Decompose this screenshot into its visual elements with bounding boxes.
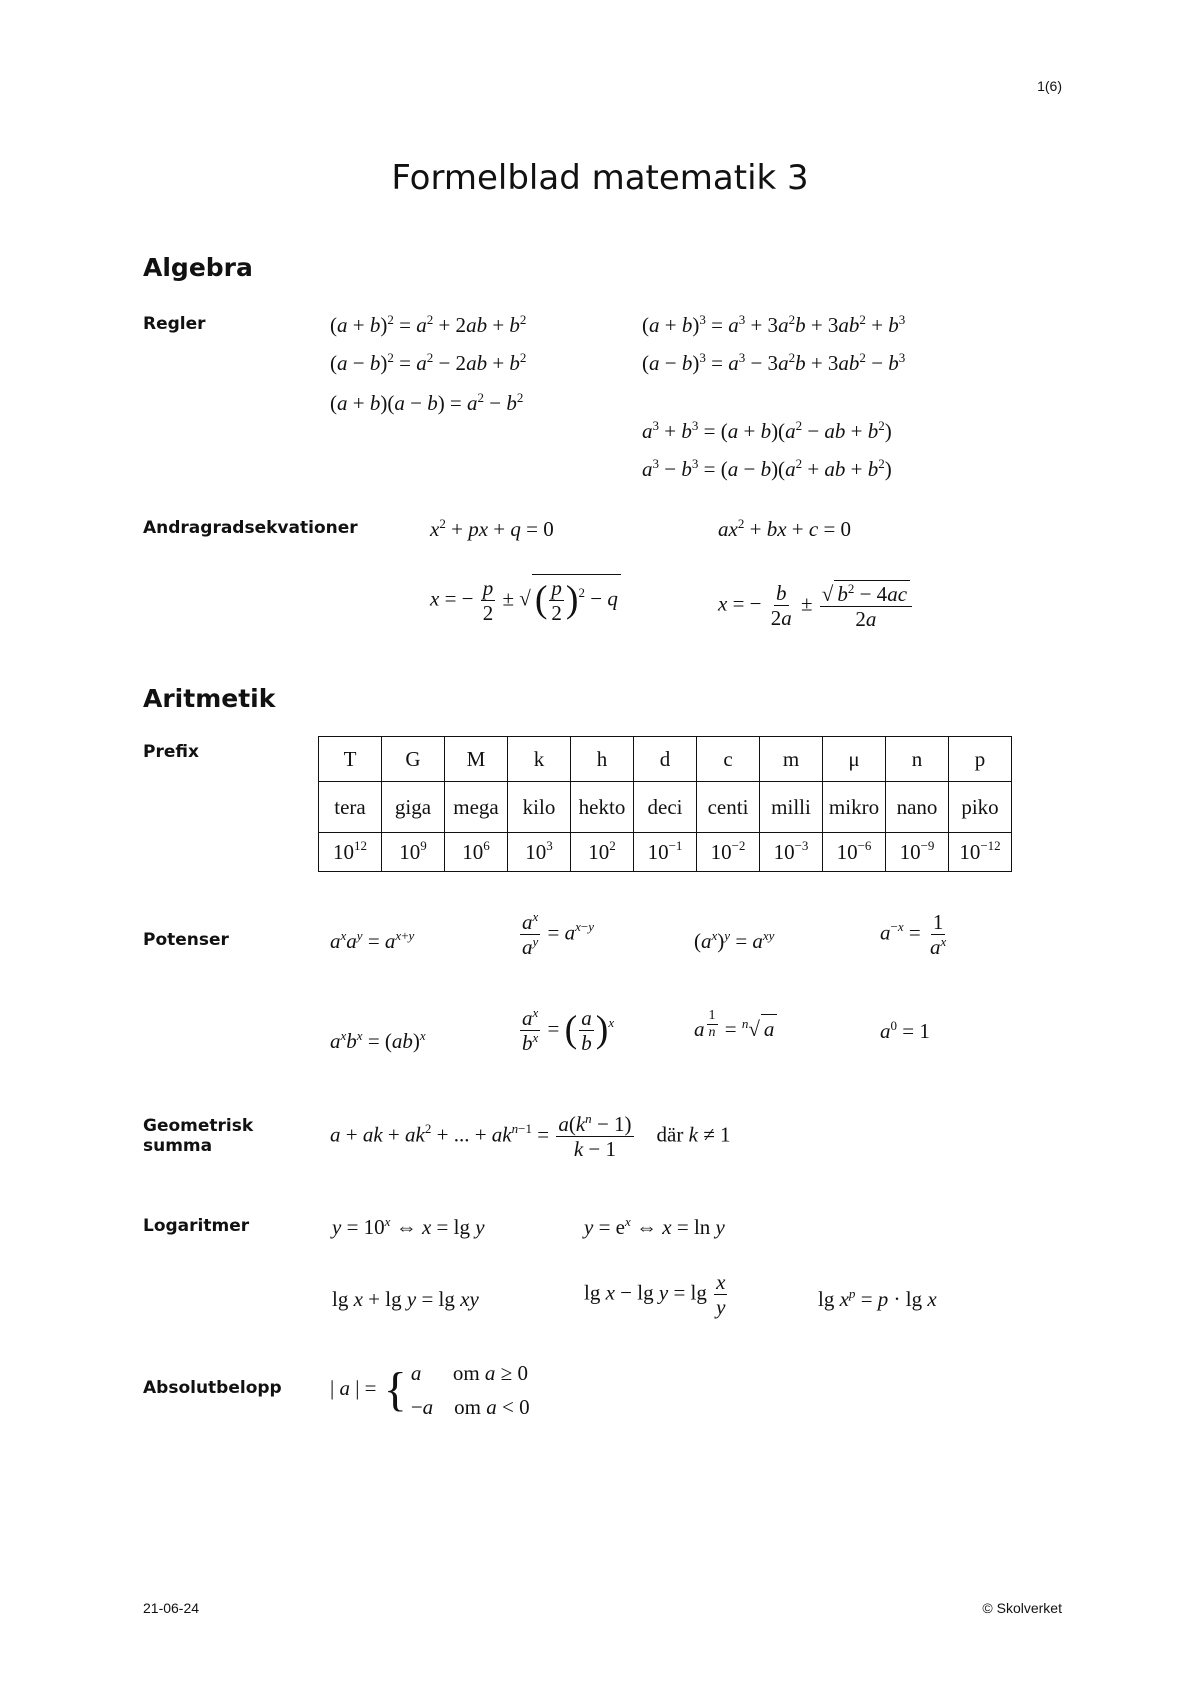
prefix-name: deci (634, 782, 697, 833)
regler-label: Regler (143, 314, 206, 334)
andragrad-label: Andragradsekvationer (143, 518, 358, 538)
page-title: Formelblad matematik 3 (391, 158, 809, 198)
prefix-symbol: μ (823, 737, 886, 782)
prefix-power: $10^{-12}$ (949, 833, 1012, 872)
algebra-heading: Algebra (143, 253, 253, 282)
prefix-symbol: G (382, 737, 445, 782)
square-of-sum: $(a + b)^2 = a^2 + 2ab + b^2$ (330, 311, 527, 337)
prefix-power: $10^9$ (382, 833, 445, 872)
potenser-label: Potenser (143, 930, 229, 950)
prefix-symbol: d (634, 737, 697, 782)
geometric-sum-formula: a + ak + $ak^2$ + ... + $ak^{n-1}$ = $\frac{a(k^n - 1)}{k - 1}$ där k ≠ 1 (330, 1110, 731, 1162)
ln-definition: $y = e^x$ ⇔ x = ln y (584, 1213, 725, 1239)
prefix-name: piko (949, 782, 1012, 833)
prefix-symbol: p (949, 737, 1012, 782)
prefix-name: kilo (508, 782, 571, 833)
absolute-value-definition: | a | = { a om a ≥ 0 −a om a < 0 (330, 1361, 530, 1419)
page-number: 1(6) (1037, 78, 1062, 94)
prefix-symbol-row (319, 737, 1012, 782)
prefix-name: tera (319, 782, 382, 833)
lg-power-rule: $\lg x^p = p \cdot \lg x$ (818, 1285, 937, 1311)
difference-of-cubes: $a^3 - b^3 = (a - b)(a^2$ + ab + $b^2$) (642, 455, 892, 481)
aritmetik-heading: Aritmetik (143, 684, 276, 713)
prefix-power: $10^{-3}$ (760, 833, 823, 872)
prefix-symbol: T (319, 737, 382, 782)
prefix-name-row (319, 782, 1012, 833)
abc-formula: x = − $\frac{b}{2a}$ ± $\frac{√ b^2 - 4ac}{2a}$ (718, 580, 914, 631)
product-rule: $a^xa^y = a^{x+y}$ (330, 927, 415, 953)
prefix-symbol: m (760, 737, 823, 782)
prefix-name: giga (382, 782, 445, 833)
geometric-condition-word: där (656, 1122, 684, 1147)
square-of-difference: $(a - b)^2 = a^2 - 2ab + b^2$ (330, 349, 527, 375)
prefix-name: centi (697, 782, 760, 833)
abc-equation: $ax^2$ + bx + c = 0 (718, 515, 852, 541)
zero-exponent: $a^0 = 1$ (880, 1017, 930, 1043)
cube-of-sum: $(a + b)^3 = a^3 + 3a^2b + 3ab^2 + b^3$ (642, 311, 906, 337)
root-rule: a $^{\frac{1}{n}}$ = $^n$√ a (694, 1014, 777, 1050)
prefix-power: $10^{12}$ (319, 833, 382, 872)
pq-equation: $x^2$ + px + q = 0 (430, 515, 554, 541)
prefix-table (318, 736, 1012, 872)
sum-of-cubes: $a^3 + b^3 = (a + b)(a^2$ − ab + $b^2$) (642, 417, 892, 443)
cube-of-difference: $(a - b)^3 = a^3 - 3a^2b + 3ab^2 - b^3$ (642, 349, 906, 375)
prefix-symbol: h (571, 737, 634, 782)
prefix-name: hekto (571, 782, 634, 833)
geometrisk-label (143, 1116, 253, 1156)
lg-definition: $y = 10^x$ ⇔ x = lg y (332, 1213, 485, 1239)
absolutbelopp-label: Absolutbelopp (143, 1378, 282, 1398)
geometrisk-label-line2: summa (143, 1136, 213, 1156)
prefix-power: $10^{-9}$ (886, 833, 949, 872)
lg-product-rule: lg x + lg y = lg xy (332, 1287, 479, 1311)
prefix-symbol: n (886, 737, 949, 782)
prefix-symbol: k (508, 737, 571, 782)
abs-word-1: om (452, 1361, 480, 1385)
prefix-power: $10^{-1}$ (634, 833, 697, 872)
prefix-power: $10^{-2}$ (697, 833, 760, 872)
prefix-label: Prefix (143, 742, 199, 762)
logaritmer-label: Logaritmer (143, 1216, 250, 1236)
prefix-power: $10^{-6}$ (823, 833, 886, 872)
prefix-symbol: M (445, 737, 508, 782)
footer-date: 21-06-24 (143, 1600, 200, 1616)
prefix-power: $10^3$ (508, 833, 571, 872)
prefix-name: mikro (823, 782, 886, 833)
prefix-symbol: c (697, 737, 760, 782)
conjugate-rule: $(a + b)(a - b) = a^2 - b^2$ (330, 389, 524, 415)
prefix-power: $10^2$ (571, 833, 634, 872)
prefix-power: $10^6$ (445, 833, 508, 872)
prefix-name: milli (760, 782, 823, 833)
prefix-power-row (319, 833, 1012, 872)
geometrisk-label-line1: Geometrisk (143, 1116, 254, 1136)
prefix-name: mega (445, 782, 508, 833)
prefix-name: nano (886, 782, 949, 833)
product-power: $a^xb^x = (ab)^x$ (330, 1027, 426, 1053)
quotient-power: $\frac{a^x}{b^x}$ = ( $\frac{a}{b}$ )$^x$ (522, 1004, 615, 1056)
power-of-power: $(a^x)^y = a^{xy}$ (694, 927, 775, 953)
quotient-rule: $\frac{a^x}{a^y}$ = $a^{x-y}$ (522, 908, 595, 960)
abs-word-2: om (454, 1395, 482, 1419)
footer-copyright: © Skolverket (982, 1600, 1062, 1616)
lg-quotient-rule: lg x − lg y = lg $\frac{x}{y}$ (584, 1270, 726, 1320)
pq-formula: x = − $\frac{p}{2}$ ± √ ( $\frac{p}{2}$ )$^2$ − q (430, 574, 621, 625)
negative-exponent: $a^{-x}$ = $\frac{1}{a^x}$ (880, 910, 947, 960)
